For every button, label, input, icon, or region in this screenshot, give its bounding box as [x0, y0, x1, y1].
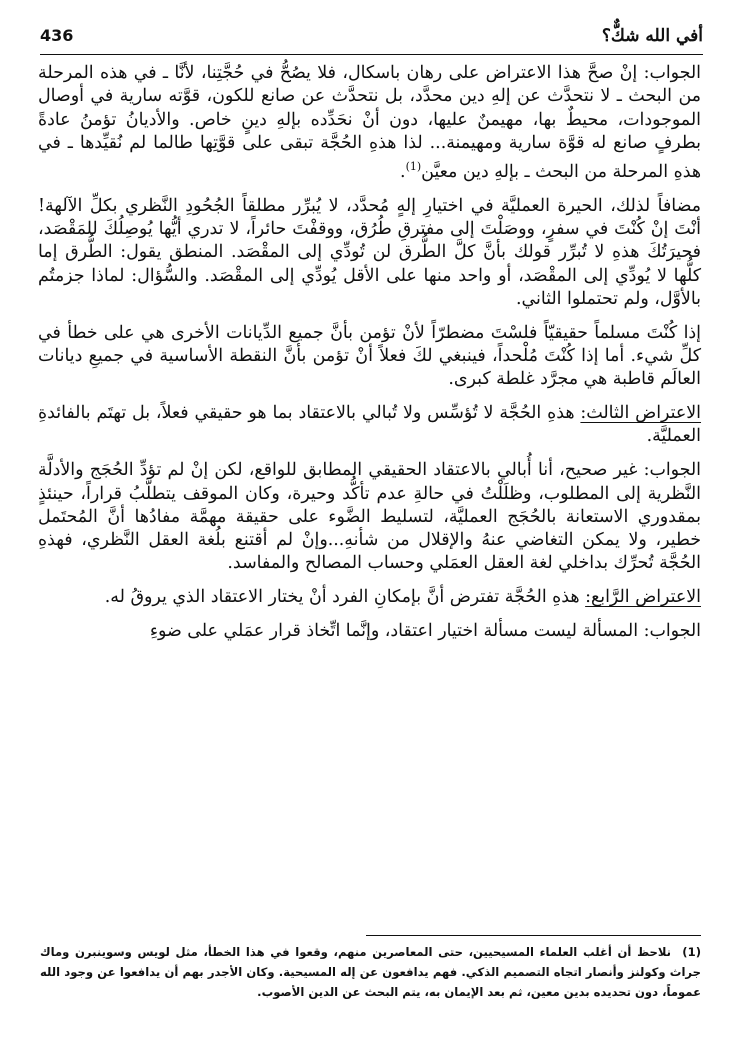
footnote-text: نلاحظ أن أغلب العلماء المسيحيين، حتى المعاصرين منهم، وقعوا في هذا الخطأ، مثل لويس وسوينبرن وماك جراث وكولنز وأنصار اتجاه التصميم الذكي. فهم يدافعون عن إله المسيحية. وكان الأجدر بهم أن يدافعوا عن وجود الله عموماً، دون تحديده بدين معين، ثم بعد الإيمان به، يتم البحث عن الدين الأصوب.: [40, 945, 701, 999]
objection-text: هذهِ الحُجَّة تفترض أنَّ بإمكانِ الفرد أنْ يختار الاعتقاد الذي يروقُ له.: [104, 587, 586, 608]
paragraph-text: الجواب: إنْ صحَّ هذا الاعتراض على رهان باسكال، فلا يصُحُّ في حُجَّتِنا، لأنَّا ـ في هذه المرحلة من البحث ـ لا نتحدَّث عن إلهِ دين محدَّد، بل نتحدَّث عن صانع للكون، قوَّته سارية في أوصال الموجودات، محيطٌ بها، مهيمنٌ عليها، دون أنْ نحَدِّده بإلهِ دينٍ خاص. والأديانُ تؤمنُ عادةً بطرفٍ صانع له قوَّة سارية ومهيمنة... لذا هذهِ الحُجَّة تبقى على قوَّتِها طالما لم نُقيِّدها ـ في هذهِ المرحلة من البحث ـ بإلهِ دين معيَّن: [38, 63, 701, 182]
paragraph-text: الجواب: غير صحيح، أنا أُبالي بالاعتقاد الحقيقي المطابق للواقع، لكن إنْ لم تؤدِّ الحُجَج والأدلَّة النَّظرية إلى المطلوب، وظلَلْتُ في حالةِ عدم تأكُّد وحيرة، وكان الموقف يتطلَّبُ قراراً، حينئذٍ بمقدوري الاستعانة بالحُجَج العمليَّة، لتسليط الضَّوء على حقيقة مهمَّة مفادُها أنَّ المُحتَمل خطير، ولا يمكن التغاضي عنهُ والإقلال من شأنهِ...وإنْ لم أقتنع بلُغة العقل النَّظري، فهذهِ الحُجَّة تُحرِّك بداخلي لغة العقل العمَلي وحساب المصالح والمفاسد.: [38, 460, 701, 574]
footnote: [40, 942, 701, 1002]
header-divider: [40, 54, 703, 55]
objection-text: هذهِ الحُجَّة لا تُؤسِّس ولا تُبالي بالاعتقاد بما هو حقيقي فعلاً، بل تهتَم بالفائدةِ العمليَّة.: [38, 403, 701, 447]
paragraph-text: إذا كُنْتَ مسلماً حقيقيّاً فلسْتَ مضطرّاً لأنْ تؤمن بأنَّ جميع الدِّيانات الأخرى هي على خطأ في كلِّ شيء. أما إذا كُنْتَ مُلْحداً، فينبغي لكَ فعلاً أنْ تؤمن بأنَّ النقطة الأساسية في جميعِ ديانات العالَم قاطبة هي مجرَّد غلطة كبرى.: [38, 322, 701, 390]
running-title: أفي الله شكٌّ؟: [601, 26, 703, 46]
page-number: 436: [40, 26, 74, 45]
main-text: [38, 62, 701, 643]
objection-label: الاعتراض الثالث:: [580, 403, 702, 424]
paragraph-text: مضافاً لذلك، الحيرة العمليَّة في اختيارِ إلهٍ مُحدَّد، لا يُبرِّر مطلقاً الجُحُودِ النَّظري بكلِّ الآلهة! أنْتَ إنْ كُنْتَ في سفرٍ، ووصَلْتَ إلى مفترقِ طُرُق، ووقفْتَ حائراً، لا تدري أيُّها يُوصِلُكَ للمَقْصَد، فحيرَتُكَ هذهِ لا تُبرِّر قولك بأنَّ كلَّ الطُّرق لن تُودِّي إلى المقْصَد. المنطق يقول: الطُّرق إما كلُّها لا يُودِّي إلى المقْصَد، أو واحد منها على الأقل يُودِّي إلى المقْصَد. والسُّؤال: لماذا جزمتُم بالأوَّل، ولم تحتملوا الثاني.: [38, 195, 701, 309]
paragraph-answer-2: الجواب: إنْ صحَّ هذا الاعتراض على رهان باسكال، فلا يصُحُّ في حُجَّتِنا، لأنَّا ـ في هذه المرحلة من البحث ـ لا نتحدَّث عن إلهِ دين محدَّد، بل نتحدَّث عن صانع للكون، قوَّته سارية في أوصال الموجودات، محيطٌ بها، مهيمنٌ عليها، دون أنْ نحَدِّده بإلهِ دينٍ خاص. والأديانُ تؤمنُ عادةً بطرفٍ صانع له قوَّة سارية ومهيمنة... لذا هذهِ الحُجَّة تبقى على قوَّتِها طالما لم نُقيِّدها ـ في هذهِ المرحلة من البحث ـ بإلهِ دين معيَّن$^{(1)}$.: [38, 63, 701, 182]
footnote-reference[interactable]: (1): [405, 160, 422, 174]
paragraph-text: الجواب: المسألة ليست مسألة اختيار اعتقاد، وإنَّما اتِّخاذ قرار عمَلي على ضوءِ: [149, 621, 701, 642]
footnotes: [40, 942, 701, 1002]
running-header: [40, 26, 703, 52]
footnote-divider: [366, 935, 701, 936]
footnote-number: (1): [682, 945, 701, 959]
objection-3: [38, 402, 701, 449]
objection-4: [38, 586, 701, 609]
objection-label: الاعتراض الرَّابع:: [585, 587, 701, 608]
